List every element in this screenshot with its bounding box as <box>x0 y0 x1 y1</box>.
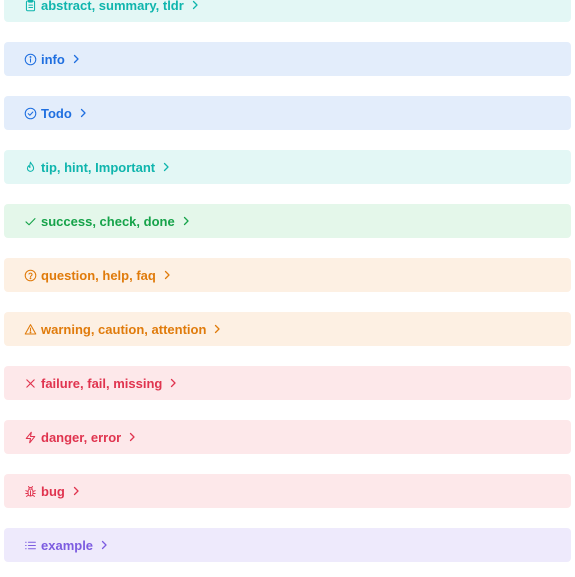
callout-info[interactable] <box>4 42 571 76</box>
callout-title: example <box>41 537 94 553</box>
x-icon <box>23 376 37 390</box>
callout-title: warning, caution, attention <box>41 321 207 337</box>
callout-tip[interactable] <box>4 150 571 184</box>
chevron-right-icon[interactable] <box>192 0 200 10</box>
callout-warning[interactable] <box>4 312 571 346</box>
callout-title: bug <box>41 483 65 499</box>
chevron-right-icon[interactable] <box>129 432 137 442</box>
help-circle-icon <box>23 268 37 282</box>
callout-title: abstract, summary, tldr <box>41 0 184 13</box>
chevron-right-icon[interactable] <box>163 162 171 172</box>
chevron-right-icon[interactable] <box>164 270 172 280</box>
chevron-right-icon[interactable] <box>170 378 178 388</box>
bug-icon <box>23 484 37 498</box>
callout-title: question, help, faq <box>41 267 156 283</box>
callout-bug[interactable] <box>4 474 571 508</box>
list-icon <box>23 538 37 552</box>
callout-example[interactable] <box>4 528 571 562</box>
check-icon <box>23 214 37 228</box>
callout-success[interactable] <box>4 204 571 238</box>
callout-title: failure, fail, missing <box>41 375 163 391</box>
chevron-right-icon[interactable] <box>73 54 81 64</box>
callout-failure[interactable] <box>4 366 571 400</box>
flame-icon <box>23 160 37 174</box>
callout-question[interactable] <box>4 258 571 292</box>
check-circle-icon <box>23 106 37 120</box>
chevron-right-icon[interactable] <box>214 324 222 334</box>
callout-abstract[interactable] <box>4 0 571 22</box>
zap-icon <box>23 430 37 444</box>
callout-title: success, check, done <box>41 213 175 229</box>
callout-title: Todo <box>41 105 72 121</box>
info-circle-icon <box>23 52 37 66</box>
callout-todo[interactable] <box>4 96 571 130</box>
chevron-right-icon[interactable] <box>73 486 81 496</box>
chevron-right-icon[interactable] <box>80 108 88 118</box>
callout-danger[interactable] <box>4 420 571 454</box>
callout-title: info <box>41 51 65 67</box>
chevron-right-icon[interactable] <box>183 216 191 226</box>
chevron-right-icon[interactable] <box>101 540 109 550</box>
callout-title: tip, hint, Important <box>41 159 156 175</box>
clipboard-list-icon <box>23 0 37 12</box>
callout-title: danger, error <box>41 429 122 445</box>
alert-triangle-icon <box>23 322 37 336</box>
